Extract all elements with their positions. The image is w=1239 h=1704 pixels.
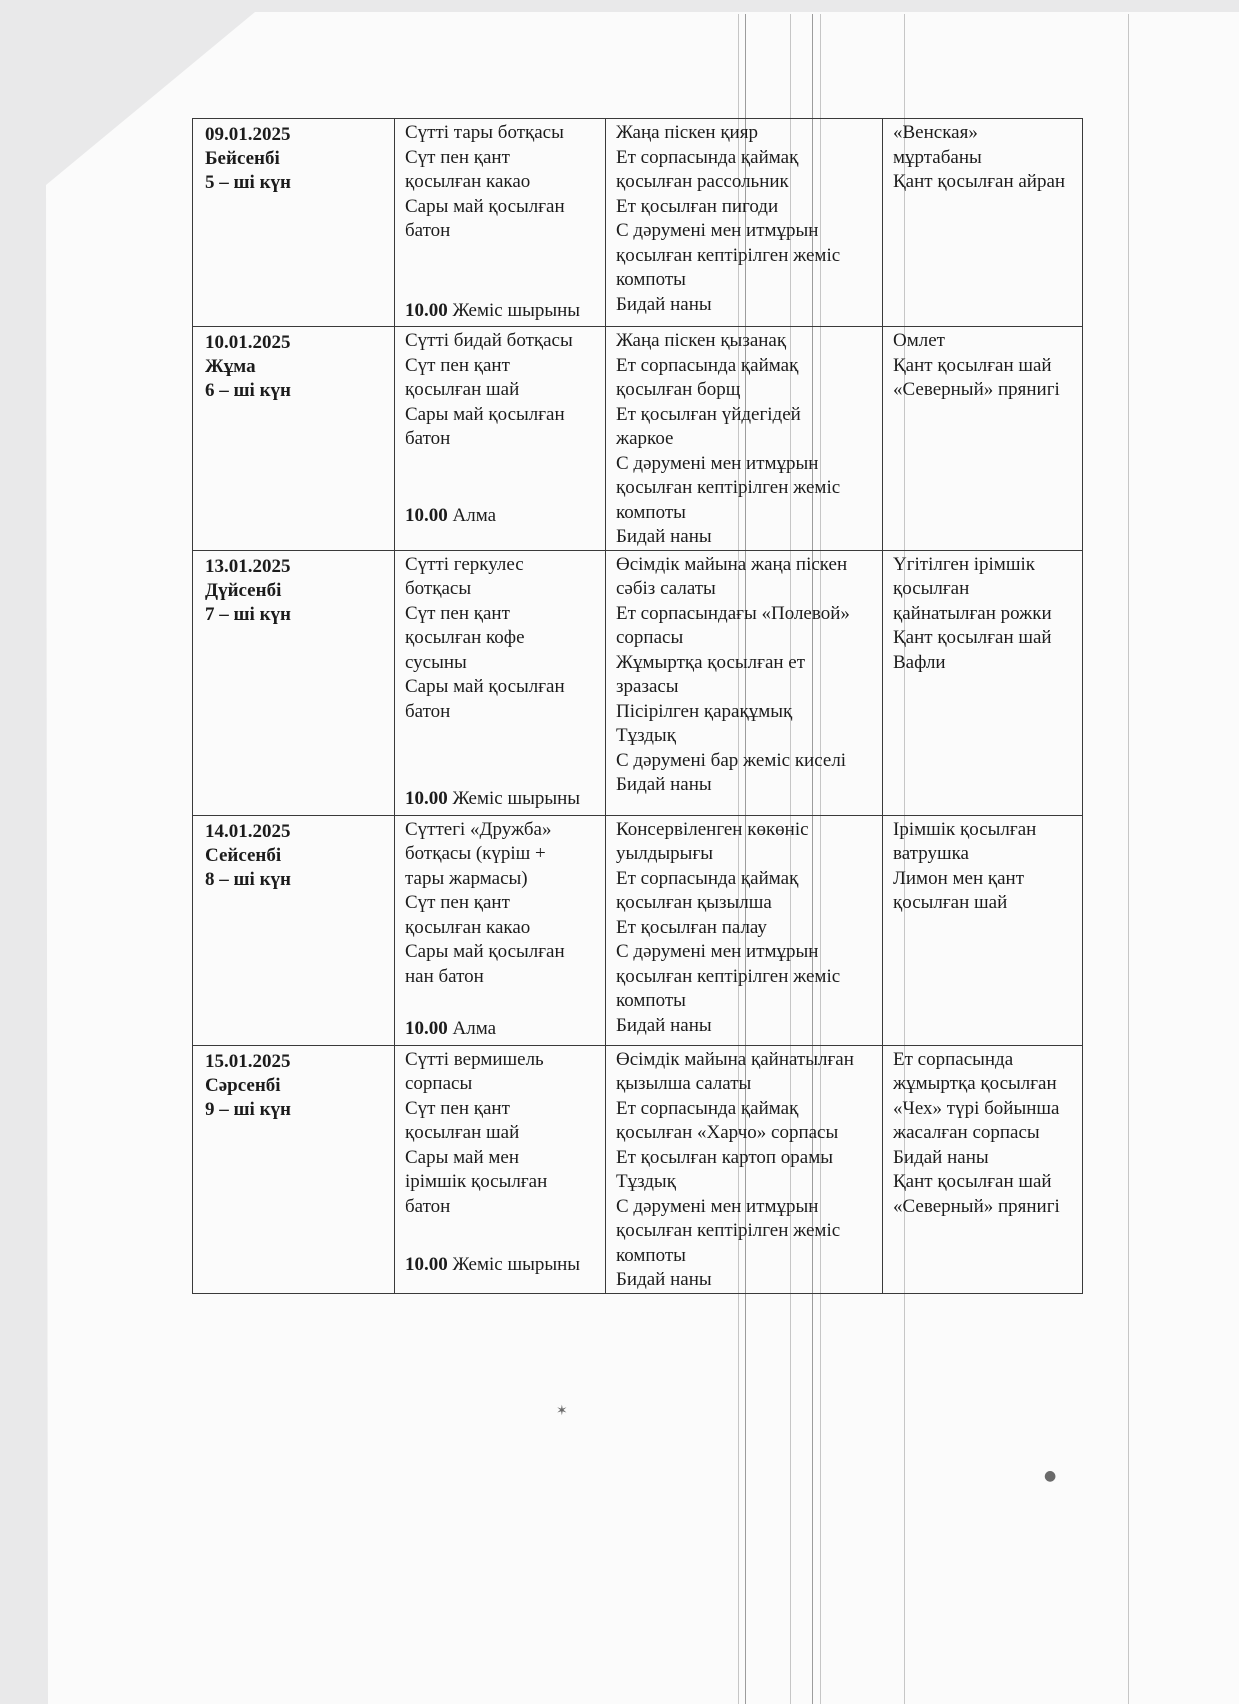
lunch-item: Ет қосылған палау: [616, 916, 767, 938]
lunch-item: С дәрумені мен итмұрын: [616, 220, 819, 241]
afternoon-snack-cell: [883, 327, 1083, 551]
breakfast-cell: [395, 119, 606, 327]
afternoon-item: ватрушка: [893, 843, 969, 864]
snack-item: Жеміс шырыны: [452, 299, 581, 321]
breakfast-item: ботқасы (күріш +: [405, 843, 546, 864]
scan-speck: ●: [1044, 1468, 1057, 1484]
lunch-item: компоты: [616, 501, 686, 523]
afternoon-item: Лимон мен қант: [893, 867, 1025, 889]
lunch-cell: [606, 119, 883, 327]
snack-line: [405, 299, 605, 324]
breakfast-item: Сары май қосылған: [405, 195, 565, 217]
afternoon-snack-cell: [883, 550, 1083, 815]
day-date: 09.01.2025: [205, 124, 291, 145]
menu-table: [192, 118, 1083, 1294]
lunch-item: сорпасы: [616, 627, 684, 648]
lunch-item: Ет сорпасында қаймақ: [616, 146, 799, 168]
lunch-item: компоты: [616, 990, 686, 1011]
breakfast-item: Сары май мен: [405, 1146, 519, 1168]
breakfast-cell: [395, 327, 606, 551]
scan-streak: [1128, 14, 1129, 1704]
breakfast-item: Сүт пен қант: [405, 1097, 510, 1119]
breakfast-item: Сүтті геркулес: [405, 553, 524, 575]
lunch-item: қосылған кептірілген жеміс: [616, 477, 841, 498]
afternoon-item: «Северный» прянигі: [893, 379, 1060, 400]
breakfast-item: Сүт пен қант: [405, 146, 510, 168]
afternoon-item: Ет сорпасында: [893, 1048, 1014, 1070]
breakfast-item: Сүт пен қант: [405, 892, 510, 913]
snack-line: [405, 1017, 605, 1042]
breakfast-item: тары жармасы): [405, 867, 528, 889]
snack-line: [405, 787, 605, 812]
lunch-item: С дәрумені мен итмұрын: [616, 452, 819, 474]
lunch-item: Ет сорпасында қаймақ: [616, 867, 799, 889]
breakfast-cell: [395, 815, 606, 1045]
lunch-cell: [606, 1045, 883, 1293]
afternoon-item: қосылған: [893, 578, 970, 599]
breakfast-item: батон: [405, 428, 451, 449]
afternoon-snack-cell: [883, 815, 1083, 1045]
afternoon-item: «Чех» түрі бойынша: [893, 1097, 1060, 1119]
lunch-item: қызылша салаты: [616, 1073, 752, 1094]
lunch-item: уылдырығы: [616, 843, 714, 864]
breakfast-cell: [395, 550, 606, 815]
lunch-item: Ет сорпасындағы «Полевой»: [616, 602, 850, 624]
snack-time: 10.00: [405, 504, 448, 526]
breakfast-item: ірімшік қосылған: [405, 1171, 548, 1192]
date-cell: [193, 1045, 395, 1293]
snack-item: Алма: [452, 1018, 497, 1039]
day-weekday: Бейсенбі: [205, 148, 280, 169]
day-date: 13.01.2025: [205, 555, 291, 577]
day-weekday: Сәрсенбі: [205, 1074, 281, 1096]
lunch-item: компоты: [616, 1244, 686, 1266]
snack-line: [405, 504, 605, 529]
breakfast-item: Сары май қосылған: [405, 403, 565, 425]
afternoon-item: «Северный» прянигі: [893, 1195, 1060, 1217]
breakfast-item: Сүтті тары ботқасы: [405, 122, 564, 143]
lunch-item: Бидай наны: [616, 526, 712, 547]
lunch-item: Жұмыртқа қосылған ет: [616, 651, 806, 673]
menu-row: [193, 327, 1083, 551]
breakfast-item: Сүтті вермишель: [405, 1048, 544, 1070]
lunch-item: жаркое: [616, 428, 674, 449]
afternoon-item: Қант қосылған шай: [893, 1171, 1052, 1192]
menu-row: [193, 815, 1083, 1045]
snack-line: [405, 1253, 605, 1278]
lunch-item: Пісірілген қарақұмық: [616, 700, 793, 722]
lunch-item: зразасы: [616, 676, 679, 697]
menu-row: [193, 1045, 1083, 1293]
breakfast-item: Сүт пен қант: [405, 602, 510, 624]
lunch-item: Тұздық: [616, 1171, 676, 1192]
scan-speck: ✶: [556, 1403, 568, 1419]
lunch-item: С дәрумені бар жеміс киселі: [616, 749, 847, 771]
afternoon-item: қосылған шай: [893, 892, 1008, 913]
lunch-item: Өсімдік майына жаңа піскен: [616, 553, 848, 575]
snack-item: Алма: [452, 504, 497, 526]
breakfast-item: Сары май қосылған: [405, 941, 565, 962]
afternoon-item: қайнатылған рожки: [893, 602, 1052, 624]
breakfast-item: сорпасы: [405, 1073, 473, 1094]
lunch-item: Бидай наны: [616, 774, 712, 795]
lunch-item: қосылған рассольник: [616, 171, 789, 192]
lunch-cell: [606, 815, 883, 1045]
lunch-cell: [606, 327, 883, 551]
breakfast-item: Сүтті бидай ботқасы: [405, 330, 573, 351]
lunch-item: қосылған қызылша: [616, 892, 772, 913]
lunch-item: қосылған кептірілген жеміс: [616, 965, 841, 987]
afternoon-item: Омлет: [893, 330, 945, 351]
day-weekday: Сейсенбі: [205, 844, 282, 866]
breakfast-item: қосылған шай: [405, 1122, 520, 1143]
breakfast-item: қосылған какао: [405, 171, 531, 192]
afternoon-item: Бидай наны: [893, 1146, 989, 1168]
date-cell: [193, 550, 395, 815]
breakfast-item: Сүт пен қант: [405, 354, 510, 376]
day-weekday: Дүйсенбі: [205, 579, 282, 601]
afternoon-item: Қант қосылған айран: [893, 171, 1066, 192]
day-number: 8 – ші күн: [205, 868, 291, 890]
menu-row: [193, 119, 1083, 327]
snack-time: 10.00: [405, 299, 448, 321]
lunch-item: С дәрумені мен итмұрын: [616, 1195, 819, 1217]
afternoon-item: жұмыртқа қосылған: [893, 1073, 1057, 1094]
breakfast-item: қосылған какао: [405, 916, 531, 938]
lunch-item: қосылған кептірілген жеміс: [616, 1220, 841, 1241]
snack-time: 10.00: [405, 1254, 448, 1275]
lunch-item: қосылған борщ: [616, 379, 741, 400]
breakfast-item: Сары май қосылған: [405, 676, 565, 697]
afternoon-item: Вафли: [893, 651, 946, 673]
afternoon-item: Ірімшік қосылған: [893, 818, 1037, 840]
day-date: 10.01.2025: [205, 332, 291, 353]
afternoon-item: мұртабаны: [893, 146, 982, 168]
breakfast-item: нан батон: [405, 965, 484, 987]
day-number: 7 – ші күн: [205, 603, 291, 625]
afternoon-item: жасалған сорпасы: [893, 1122, 1040, 1143]
breakfast-item: Сүттегі «Дружба»: [405, 818, 552, 840]
breakfast-item: ботқасы: [405, 578, 472, 599]
lunch-item: Бидай наны: [616, 1269, 712, 1290]
day-weekday: Жұма: [205, 356, 256, 377]
breakfast-cell: [395, 1045, 606, 1293]
afternoon-item: Қант қосылған шай: [893, 354, 1052, 376]
lunch-item: Ет қосылған пигоди: [616, 195, 779, 217]
menu-row: [193, 550, 1083, 815]
lunch-item: Ет қосылған үйдегідей: [616, 403, 801, 425]
lunch-item: Ет сорпасында қаймақ: [616, 354, 799, 376]
menu-table-body: [193, 119, 1083, 1294]
breakfast-item: батон: [405, 700, 451, 722]
date-cell: [193, 815, 395, 1045]
lunch-item: Жаңа піскен қияр: [616, 122, 758, 143]
breakfast-item: қосылған кофе: [405, 627, 525, 648]
snack-time: 10.00: [405, 1018, 448, 1039]
breakfast-item: қосылған шай: [405, 379, 520, 400]
snack-item: Жеміс шырыны: [452, 788, 581, 809]
afternoon-snack-cell: [883, 119, 1083, 327]
day-number: 6 – шi күн: [205, 380, 291, 401]
lunch-item: Ет сорпасында қаймақ: [616, 1097, 799, 1119]
snack-time: 10.00: [405, 788, 448, 809]
lunch-item: Өсімдік майына қайнатылған: [616, 1048, 854, 1070]
day-number: 5 – ші күн: [205, 172, 291, 193]
breakfast-item: сусыны: [405, 651, 467, 673]
lunch-item: Тұздық: [616, 725, 676, 746]
snack-item: Жеміс шырыны: [452, 1254, 581, 1275]
afternoon-item: Үгітілген ірімшік: [893, 553, 1035, 575]
date-cell: [193, 119, 395, 327]
lunch-item: С дәрумені мен итмұрын: [616, 941, 819, 962]
lunch-cell: [606, 550, 883, 815]
lunch-item: Ет қосылған картоп орамы: [616, 1146, 834, 1168]
afternoon-snack-cell: [883, 1045, 1083, 1293]
date-cell: [193, 327, 395, 551]
lunch-item: сәбіз салаты: [616, 578, 716, 599]
lunch-item: Консервіленген көкөніс: [616, 818, 809, 840]
lunch-item: қосылған кептірілген жеміс: [616, 244, 841, 266]
day-date: 14.01.2025: [205, 820, 291, 842]
day-date: 15.01.2025: [205, 1050, 291, 1072]
afternoon-item: Қант қосылған шай: [893, 627, 1052, 648]
lunch-item: Жаңа піскен қызанақ: [616, 330, 787, 351]
breakfast-item: батон: [405, 220, 451, 241]
lunch-item: Бидай наны: [616, 293, 712, 315]
day-number: 9 – ші күн: [205, 1098, 291, 1120]
lunch-item: компоты: [616, 269, 686, 290]
lunch-item: Бидай наны: [616, 1014, 712, 1036]
afternoon-item: «Венская»: [893, 122, 978, 143]
lunch-item: қосылған «Харчо» сорпасы: [616, 1122, 839, 1143]
breakfast-item: батон: [405, 1195, 451, 1217]
